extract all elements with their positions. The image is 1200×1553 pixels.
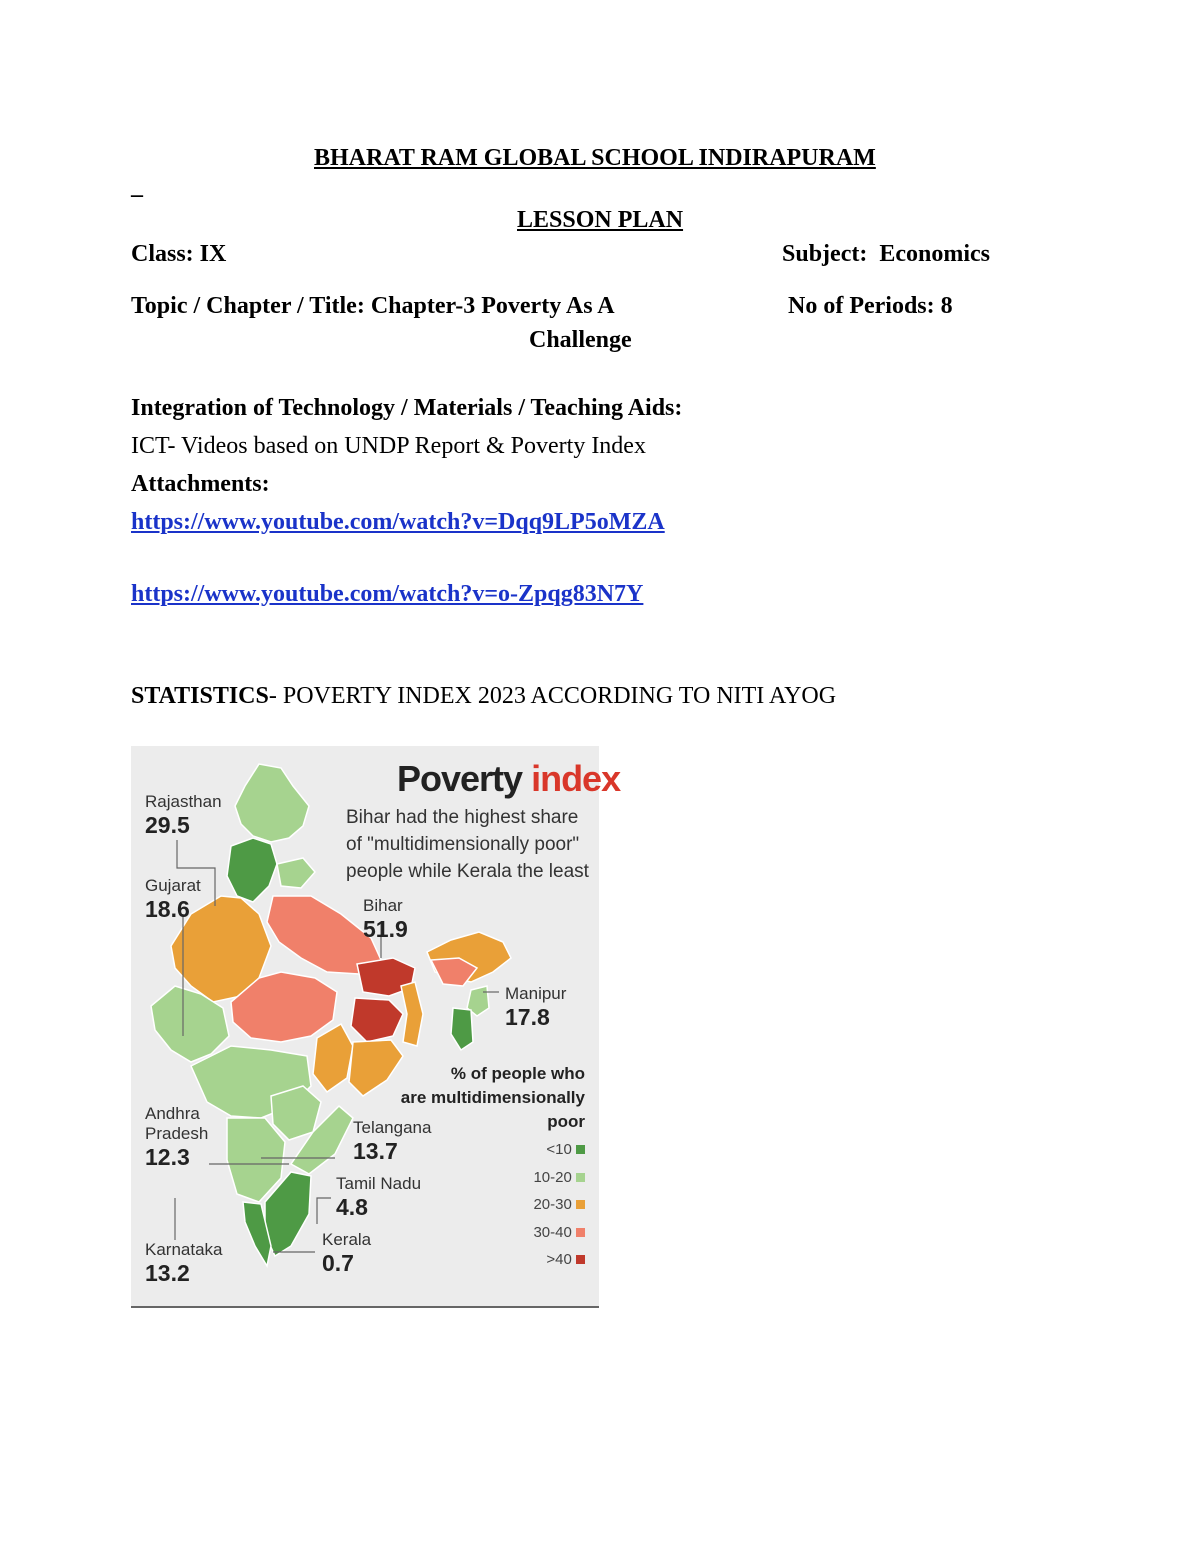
legend-item-label: >40 xyxy=(546,1251,572,1268)
dash-mark: – xyxy=(131,182,143,208)
topic-line-2: Challenge xyxy=(529,327,632,353)
topic-line-1: Topic / Chapter / Title: Chapter-3 Poverty As A xyxy=(131,293,615,319)
statistics-label-rest: - POVERTY INDEX 2023 ACCORDING TO NITI AYOG xyxy=(268,683,837,709)
map-subtitle xyxy=(346,804,589,885)
region-odisha xyxy=(349,1040,403,1096)
state-label-tamil-nadu xyxy=(336,1174,421,1221)
document-title: LESSON PLAN xyxy=(517,207,684,233)
subject-label: Subject: Economics xyxy=(782,241,990,267)
legend-item-label: <10 xyxy=(546,1141,572,1158)
legend-swatch xyxy=(576,1200,585,1209)
state-value: 18.6 xyxy=(145,896,190,922)
state-label-rajasthan xyxy=(145,792,222,839)
legend-title-line-3: poor xyxy=(547,1112,585,1131)
legend-title-line-2: are multidimensionally xyxy=(400,1088,585,1107)
ict-text: ICT- Videos based on UNDP Report & Poverty Index xyxy=(131,433,646,459)
statistics-heading xyxy=(131,683,836,710)
legend-swatch xyxy=(576,1173,585,1182)
state-name: Manipur xyxy=(505,984,567,1003)
region-west-bengal xyxy=(401,982,423,1046)
map-subtitle-line-2: of "multidimensionally poor" xyxy=(346,834,580,855)
legend-swatch xyxy=(576,1228,585,1237)
school-name: BHARAT RAM GLOBAL SCHOOL INDIRAPURAM xyxy=(314,145,876,171)
state-value: 0.7 xyxy=(322,1250,354,1276)
state-value: 13.7 xyxy=(353,1138,398,1164)
periods-label: No of Periods: 8 xyxy=(788,293,953,319)
state-label-bihar xyxy=(363,896,408,943)
region-chhattisgarh xyxy=(313,1024,353,1092)
map-title xyxy=(397,758,620,800)
state-label-manipur xyxy=(505,984,566,1031)
state-name: Telangana xyxy=(353,1118,432,1137)
region-north-green xyxy=(235,764,309,842)
legend-item xyxy=(533,1219,585,1247)
legend-item-label: 30-40 xyxy=(533,1223,572,1241)
state-value: 13.2 xyxy=(145,1260,190,1286)
state-name-line-2: Pradesh xyxy=(145,1124,209,1143)
statistics-label-bold: STATISTICS xyxy=(131,683,269,709)
legend-item xyxy=(533,1191,585,1219)
legend xyxy=(533,1136,585,1274)
legend-swatch xyxy=(576,1145,585,1154)
state-label-karnataka xyxy=(145,1240,223,1287)
state-label-gujarat xyxy=(145,876,201,923)
state-value: 17.8 xyxy=(505,1004,550,1030)
legend-swatch xyxy=(576,1255,585,1264)
legend-title-line-1: % of people who xyxy=(450,1064,585,1083)
poverty-index-map xyxy=(131,746,621,1306)
state-label-andhra-pradesh xyxy=(145,1104,208,1171)
region-punjab-haryana xyxy=(227,838,277,902)
map-subtitle-line-1: Bihar had the highest share xyxy=(346,807,579,828)
state-name-line-1: Andhra xyxy=(145,1104,200,1123)
attachment-link-2[interactable]: https://www.youtube.com/watch?v=o-Zpqg83N7Y xyxy=(131,581,644,607)
state-label-kerala xyxy=(322,1230,371,1277)
region-jharkhand xyxy=(351,998,403,1042)
map-title-part1: Poverty xyxy=(397,758,532,799)
legend-item xyxy=(533,1164,585,1192)
region-mizoram xyxy=(451,1008,473,1050)
state-value: 4.8 xyxy=(336,1194,368,1220)
attachments-label: Attachments: xyxy=(131,471,270,497)
state-name: Karnataka xyxy=(145,1240,223,1259)
region-uttarakhand xyxy=(277,858,315,888)
state-value: 51.9 xyxy=(363,916,408,942)
state-name: Rajasthan xyxy=(145,792,222,811)
legend-item xyxy=(533,1246,585,1274)
legend-item-label: 10-20 xyxy=(533,1168,572,1186)
map-bottom-rule xyxy=(131,1306,599,1308)
map-subtitle-line-3: people while Kerala the least xyxy=(346,861,589,882)
legend-title xyxy=(401,1062,585,1134)
integration-heading: Integration of Technology / Materials / Teaching Aids: xyxy=(131,395,683,421)
map-title-part2: index xyxy=(531,758,621,799)
state-name: Kerala xyxy=(322,1230,372,1249)
state-value: 29.5 xyxy=(145,812,190,838)
attachment-link-1[interactable]: https://www.youtube.com/watch?v=Dqq9LP5oMZA xyxy=(131,509,665,535)
state-name: Gujarat xyxy=(145,876,201,895)
state-name: Bihar xyxy=(363,896,403,915)
legend-item-label: 20-30 xyxy=(533,1196,572,1213)
state-value: 12.3 xyxy=(145,1144,190,1170)
class-label: Class: IX xyxy=(131,241,227,267)
state-name: Tamil Nadu xyxy=(336,1174,422,1193)
legend-item xyxy=(533,1136,585,1164)
